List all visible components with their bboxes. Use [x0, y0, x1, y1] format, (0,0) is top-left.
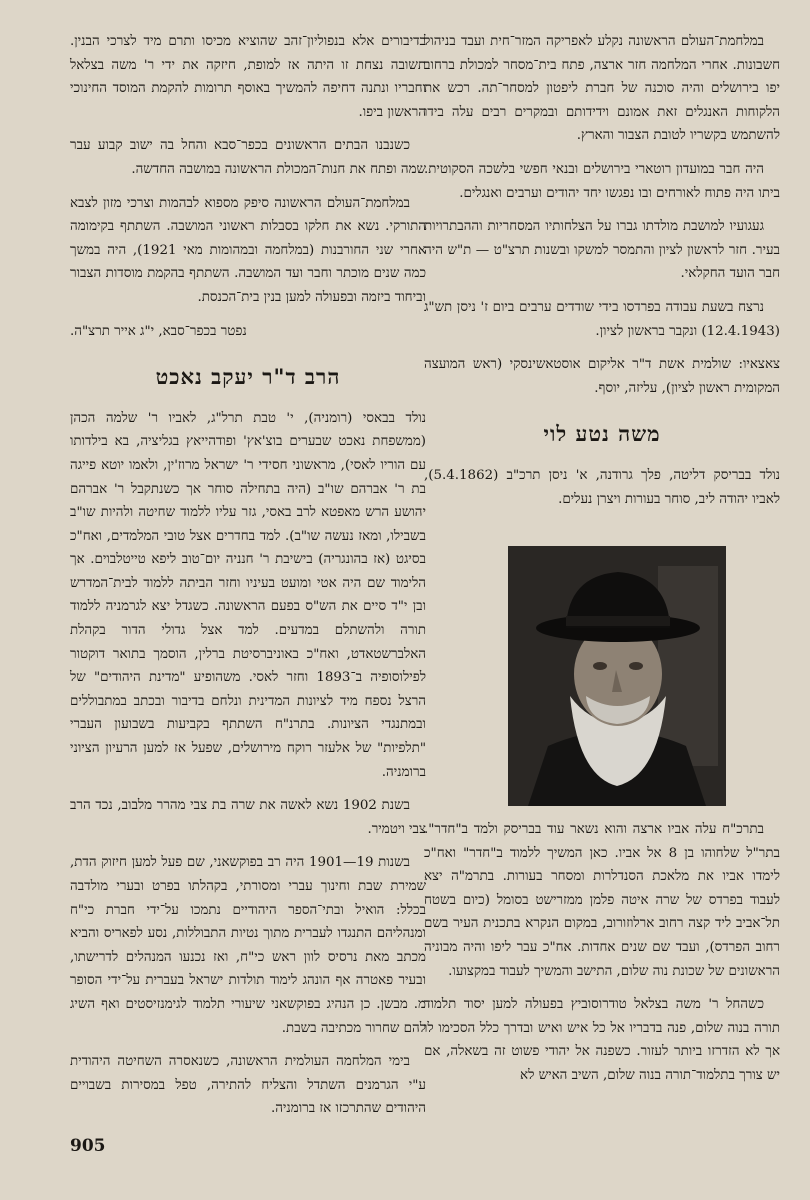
paragraph-descendants: צאצאיו: שולמית אשת ד"ר אליקום אוסטאשינסקי (ראש המועצה המקומית ראשון לציון), עליזה, יוסף.: [424, 357, 780, 396]
page-number: 905: [70, 1136, 106, 1156]
paragraph: היה חבר במועדון רוטארי בירושלים ובנאי חפשי בלשכה הסקוטית. ביתו היה פתוח לאורחים ובו נפגשו יחד יהודים וערבים ואנגלים.: [424, 161, 780, 201]
right-column: [424, 30, 780, 521]
date-of-death: נפטר בכפר־סבא, י"ג אייר תרצ"ה.: [70, 323, 247, 339]
paragraph: כשהחל ר' משה בצלאל טודרוסוביץ בפעולה למען יסוד תלמוד תורה בנוה שלום, פנה בדבריו אל כל איש ואיש ובדרך כלל הסכימו לו אך לא הזדרזו ביותר לעזור. כשפנה אל יהודי פשוט זה בשאלה, אם יש צורך בתלמוד־תורה בנוה שלום, השיב האיש לא: [424, 997, 780, 1083]
paragraph: בשנות 19—1901 היה רב בפוקשאני, שם פעל למען חיזוק הדת, שמירת שבת וחינוך עברי ומסורתי, בקהלתו בפרט ובערי מולדבה בכלל: הואיל ובתי־הספר היהודיים נתמכו על־ידי חברת כי"ח ומנהליהם התנגדו לעברית מתוך נטיות התבוללות, נסע לפאריס והביא מכתב מאת נרסיס לוון ראש כי"ח, ואז נכנעו המנהלים לדרישתו, ובעיר פאטרה אף הונהג לימוד תולדות ישראל בעברית על־ידי הסופר מ. מבשן. כן הנהיג בפוקשאני שיעורי תלמוד לגימנזיסטים ואף השיג להם שחרור מכתיבה בשבת.: [70, 855, 426, 1036]
paragraph: בימי המלחמה העולמית הראשונה, כשנאסרה השחיטה היהודית ע"י הגרמנים השתדל והצליח להתירה, טפל במסירות בשבויים היהודים שהתרכזו אז ברומניה.: [70, 1054, 426, 1117]
paragraph: בדיבורים אלא בנפוליון־זהב שהוציא מכיסו ותרם מיד לצרכי הבנין. תשובה נצחת זו היתה אז למופת, חיזקה את ידי ר' משה בצלאל וחבריו ונתנה דחיפה להמשיך באוסף תרומות להקמת המוסד החינוכי הראשון ביפו.: [70, 34, 426, 120]
paragraph: נרצח בשעת עבודה בפרדסו בידי שודדים ערבים ביום ז' ניסן תש"ג (12.4.1943) ונקבר בראשון לציון.: [424, 299, 780, 339]
paragraph: במלחמת־העולם הראשונה נקלע לאפריקה המזר־חית ועבד בניהול חשבונות. אחרי המלחמה חזר ארצה, פתח בית־מסחר למכולת ברחוב יפו בירושלים והיה סוכנה של חברת ליפטון למסחר־תה. רכש את הלקוחות האנגלים זאת אמונם וידידותם ובמקרים רבים עלה בידו להשתמש בקשריו לטובת הצבור והארץ.: [424, 34, 780, 144]
entry-bio: נולד בבאסי (רומניה), י' טבת תרל"ג, לאביו ר' שלמה הכהן (ממשפחת נאכט שבערים בוצ'אץ' ופודהייאץ בגליציה, בא בילדותו עם הוריו לאסי), מראשוני חסידי ר' ישראל מרוז'ין, ולאמו יוטא פייגה בת ר' אברהם שו"ב (היה בתחילה סוחר אך כשנתקבל ר' אברהם יהושע הרש מאפטא לרב באסי, גזר עליו ללמוד שחיטה ולהיות שו"ב בשבילו, ומאז נעשה שו"ב). למד בחדרים אצל טובי המלמדים, ואח"כ בסיגט (אז בהונגריה) בישיבת ר' חנניה יום־טוב ליפא טייטלבוים. אך הלימוד שם היה אטי ומועט בעיניו וחזר הביתה ללמוד לבית־המדרש ובן י"ד סיים את הש"ס בפעם הראשונה. כשגדל יצא לגרמניה ללמוד תורה ולהשתלם במדעים. למד אצל גדולי הדור בקהלת האלברשטאדט, ואח"כ באוניברסיטת ברלין, הוסמך בתואר דוקטור לפילוסופיה ב־1893 וחזר לאסי. משהופיע "מדינת היהודים" של הרצל נספח מיד לציונות המדינית ונלחם בדיבור ובכתב במתבוללים ובמתנגדי הציונות. בתרנ"ח השתתף בקביעות בשבועון העברי "תלפיות" של אלעזר רוקח מירושלים, שפעל אז למען הרעיון הציוני ברומניה.: [70, 410, 426, 780]
paragraph: געגועיו למושבת מולדתו גברו על הצלחותיו המסחריות וההבתרויות בעיר. חזר לראשון לציון והתמסר למשקו ובשנות תרצ"ט — ת"ש היה חבר הועד החקלאי.: [424, 219, 780, 282]
paragraph: במלחמת־העולם הראשונה סיפק מספוא לבהמות וצרכי מזון לצבא התורקי. נשא את חלקו בסבלות ראשוני המושבה. השתתף בקימומה אחרי שני החורבנות (במלחמה ובמהומות מאי 1921), היה במשך כמה שנים מוכתר וחבר ועד המושבה. השתתף בהקמת מוסדות הצבור וביחוד ביזמה ובפעולה למען בנין בית־הכנסת.: [70, 195, 426, 305]
portrait-photo: [508, 546, 726, 806]
paragraph: כשנבנו הבתים הראשונים בכפר־סבא והחל בה ישוב קבוע עבר שמה ופתח את חנות־המכולת הראשונה במושבה החדשה.: [70, 138, 426, 177]
paragraph: בתרכ"ח עלה אביו ארצה והוא נשאר עוד בבריסק ולמד ב"חדר". בתר"ל שלחוהו בן 8 אל אביו. כאן המשיך ללמוד ב"חדר" ואח"כ לימדו אביו את מלאכת הסנדלרות ומסחר בעורות. בתרמ"ה יצא לעבוד בפרדס של שרה איטה פלמן ממזרישט בסומל (כיום בשטח תל־אביב ליד קצה רחוב ארלוזורוב, במקום הנקרא בתכנית העיר בשם רחוב הפרדס), ועבד שם שנים אחדות. אח"כ עבר ליפו והיה מבוניה הראשונים של שכונת נוה שלום, התישב והמשיך לעבוד במקצועו.: [424, 822, 780, 979]
left-column: [70, 30, 426, 1131]
paragraph: בשנת 1902 נשא לאשה את שרה בת צבי מהרר מלבוב, נכד הרב צבי ויטמיר.: [70, 798, 426, 837]
entry-heading-yaakov-nacht: הרב ד"ר יעקב נאכט: [155, 364, 341, 390]
right-column-bottom: [424, 818, 780, 1098]
entry-heading-moshe-neta-levi: משה נטע לוי: [543, 421, 661, 447]
entry-intro: נולד בבריסק דליטה, פלך גרודנה, א' ניסן תרכ"ב (5.4.1862), לאביו יהודה ליב, סוחר בעורות ויצרן נעלים.: [424, 467, 780, 507]
